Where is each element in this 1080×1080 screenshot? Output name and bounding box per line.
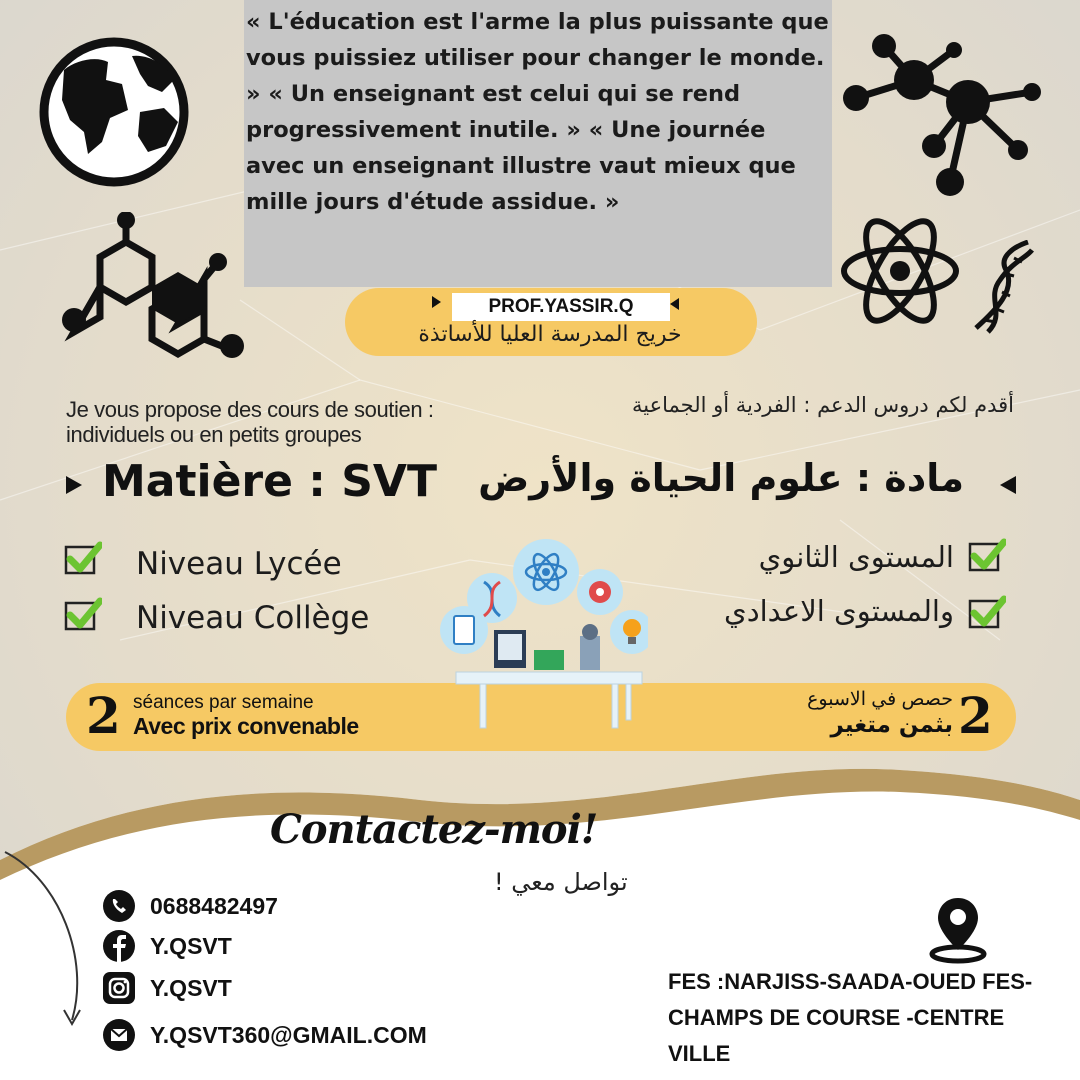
contact-title: Contactez-moi! [270,806,598,853]
subject-fr: Matière : SVT [102,456,437,507]
email-icon [102,1018,136,1052]
facebook-handle[interactable]: Y.QSVT [150,932,232,959]
check-icon [968,595,1006,631]
pointer-left-icon [670,298,679,310]
instagram-row[interactable] [102,971,232,1005]
subject-ar: مادة : علوم الحياة والأرض [478,456,964,500]
level-college: Niveau Collège [136,600,370,636]
pointer-right-icon [432,296,441,308]
sessions-count-fr: 2 [86,686,121,745]
location-pin-icon [925,894,991,966]
sessions-fr-line1: séances par semaine [133,692,314,713]
subject-arrow-ar-icon [1000,476,1016,494]
level-middle-ar: والمستوى الاعدادي [724,594,954,628]
contact-subtitle-ar: تواصل معي ! [494,868,628,896]
intro-ar: أقدم لكم دروس الدعم : الفردية أو الجماعية [631,393,1014,417]
sessions-ar-line2: بثمن متغير [830,712,953,738]
teacher-graduate-ar: خريج المدرسة العليا للأساتذة [418,322,682,347]
teacher-name: PROF.YASSIR.Q [452,293,670,321]
atom-icon [838,206,962,336]
whatsapp-icon [102,889,136,923]
sessions-ar-line1: حصص في الاسبوع [807,689,953,710]
sessions-fr-line2: Avec prix convenable [133,713,359,739]
facebook-icon [102,929,136,963]
level-secondary-ar: المستوى الثانوي [758,540,954,574]
facebook-row[interactable] [102,929,232,963]
phone-row[interactable] [102,889,278,923]
molecule-icon [836,28,1048,200]
quote-box [244,0,832,287]
level-lycee: Niveau Lycée [136,546,342,582]
intro-fr-line2: individuels ou en petits groupes [66,422,362,447]
quote-text: « L'éducation est l'arme la plus puissante que vous puissiez utiliser pour changer le monde. » « Un enseignant est celui qui se rend progressivement inutile. » « Une journée avec un enseignant illustre vaut mieux que mille jours d'étude assidue. » [246,9,829,215]
instagram-icon [102,971,136,1005]
intro-fr-line1: Je vous propose des cours de soutien : [66,397,434,422]
globe-icon [36,20,194,198]
sessions-count-ar: 2 [958,686,993,745]
phone-number[interactable]: 0688482497 [150,892,278,919]
laboratory-illustration [436,536,648,732]
email-row[interactable] [102,1018,427,1052]
hexagon-molecule-icon [56,212,248,362]
check-icon [968,538,1006,574]
subject-arrow-icon [66,476,82,494]
instagram-handle[interactable]: Y.QSVT [150,974,232,1001]
email-address[interactable]: Y.QSVT360@GMAIL.COM [150,1021,427,1048]
check-icon [64,597,102,633]
intro-fr [66,397,434,447]
check-icon [64,541,102,577]
address: FES :NARJISS-SAADA-OUED FES-CHAMPS DE COURSE -CENTRE VILLE [668,969,1033,1066]
dna-icon [966,240,1038,334]
